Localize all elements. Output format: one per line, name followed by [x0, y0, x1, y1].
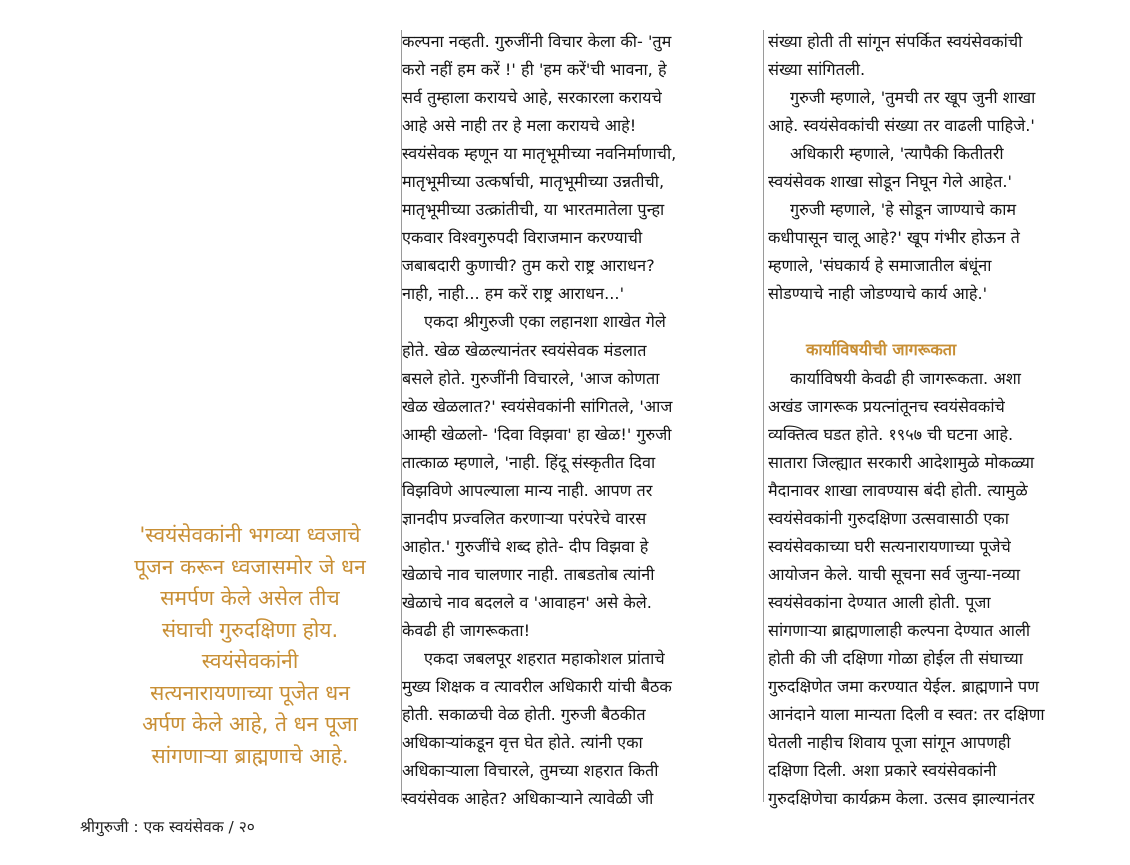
- text-line: स्वयंसेवकांनी गुरुदक्षिणा उत्सवासाठी एका: [768, 508, 1009, 528]
- text-line: खेळाचे नाव चालणार नाही. ताबडतोब त्यांनी: [402, 564, 655, 584]
- text-line: मातृभूमीच्या उत्क्रांतीची, या भारतमातेला पुन्हा: [402, 200, 665, 220]
- text-line: खेळ खेळलात?' स्वयंसेवकांनी सांगितले, 'आज: [402, 396, 673, 416]
- text-line: घेतली नाहीच शिवाय पूजा सांगून आपणही: [768, 733, 1011, 753]
- text-line: एकदा श्रीगुरुजी एका लहानशा शाखेत गेले: [424, 312, 666, 332]
- text-line: व्यक्तित्व घडत होते. १९५७ ची घटना आहे.: [768, 424, 1014, 444]
- pull-quote-line: 'स्वयंसेवकांनी भगव्या ध्वजाचे: [139, 523, 361, 547]
- text-line: स्वयंसेवकाच्या घरी सत्यनारायणाच्या पूजेचे: [768, 536, 1011, 556]
- text-line: स्वयंसेवक शाखा सोडून निघून गेले आहेत.': [768, 172, 1012, 192]
- section-heading: कार्याविषयीची जागरूकता: [806, 340, 957, 360]
- text-line: होती. सकाळची वेळ होती. गुरुजी बैठकीत: [402, 705, 646, 725]
- text-line: गुरुजी म्हणाले, 'हे सोडून जाण्याचे काम: [790, 200, 1017, 220]
- text-line: सर्व तुम्हाला करायचे आहे, सरकारला करायचे: [402, 88, 662, 108]
- middle-text-column: [402, 28, 762, 813]
- text-line: सांगणाऱ्या ब्राह्मणालाही कल्पना देण्यात आली: [768, 620, 1031, 640]
- text-line: म्हणाले, 'संघकार्य हे समाजातील बंधूंना: [768, 256, 992, 276]
- text-line: स्वयंसेवकांना देण्यात आली होती. पूजा: [768, 592, 991, 612]
- text-line: एकदा जबलपूर शहरात महाकोशल प्रांताचे: [424, 649, 665, 669]
- text-line: अधिकाऱ्याला विचारले, तुमच्या शहरात किती: [402, 761, 659, 781]
- text-line: सातारा जिल्ह्यात सरकारी आदेशामुळे मोकळ्या: [768, 452, 1035, 472]
- pull-quote-line: समर्पण केले असेल तीच: [160, 586, 340, 610]
- text-line: अखंड जागरूक प्रयत्नांतूनच स्वयंसेवकांचे: [768, 396, 1005, 416]
- text-line: दक्षिणा दिली. अशा प्रकारे स्वयंसेवकांनी: [768, 761, 997, 781]
- text-line: आहे. स्वयंसेवकांची संख्या तर वाढली पाहिजे.': [768, 116, 1035, 136]
- text-line: जबाबदारी कुणाची? तुम करो राष्ट्र आराधन?: [402, 256, 655, 276]
- text-line: ज्ञानदीप प्रज्वलित करणाऱ्या परंपरेचे वारस: [402, 508, 647, 528]
- text-line: संख्या सांगितली.: [768, 60, 866, 80]
- text-line: स्वयंसेवक म्हणून या मातृभूमीच्या नवनिर्माणाची,: [402, 144, 677, 164]
- text-line: मातृभूमीच्या उत्कर्षाची, मातृभूमीच्या उन्नतीची,: [402, 172, 665, 192]
- text-line: अधिकाऱ्यांकडून वृत्त घेत होते. त्यांनी एका: [402, 733, 643, 753]
- text-line: होते. खेळ खेळल्यानंतर स्वयंसेवक मंडलात: [402, 340, 647, 360]
- pull-quote-line: संघाची गुरुदक्षिणा होय.: [161, 617, 339, 642]
- pull-quote-line: सत्यनारायणाच्या पूजेत धन: [150, 680, 350, 705]
- text-line: सोडण्याचे नाही जोडण्याचे कार्य आहे.': [768, 284, 988, 304]
- text-line: करो नहीं हम करें !' ही 'हम करें'ची भावना, हे: [402, 60, 667, 80]
- right-text-column: [768, 28, 1130, 813]
- text-line: कधीपासून चालू आहे?' खूप गंभीर होऊन ते: [768, 228, 1020, 248]
- pull-quote: [80, 520, 420, 772]
- text-line: स्वयंसेवक आहेत? अधिकाऱ्याने त्यावेळी जी: [402, 789, 654, 809]
- text-line: मैदानावर शाखा लावण्यास बंदी होती. त्यामुळे: [768, 480, 1028, 500]
- text-line: अधिकारी म्हणाले, 'त्यापैकी कितीतरी: [790, 144, 1004, 164]
- text-line: आम्ही खेळलो- 'दिवा विझवा' हा खेळ!' गुरुजी: [402, 424, 672, 444]
- text-line: कार्याविषयी केवढी ही जागरूकता. अशा: [790, 368, 1021, 388]
- text-line: संख्या होती ती सांगून संपर्कित स्वयंसेवकांची: [768, 32, 1023, 51]
- pull-quote-line: अर्पण केले आहे, ते धन पूजा: [142, 712, 358, 736]
- text-line: आहे असे नाही तर हे मला करायचे आहे!: [402, 116, 637, 136]
- text-line: बसले होते. गुरुजींनी विचारले, 'आज कोणता: [402, 368, 660, 388]
- text-line: होती की जी दक्षिणा गोळा होईल ती संघाच्या: [768, 648, 1023, 668]
- text-line: एकवार विश्वगुरुपदी विराजमान करण्याची: [402, 228, 643, 248]
- text-line: आनंदाने याला मान्यता दिली व स्वत: तर दक्षिणा: [768, 705, 1045, 725]
- text-line: गुरुजी म्हणाले, 'तुमची तर खूप जुनी शाखा: [790, 88, 1036, 108]
- column-divider: [763, 30, 764, 802]
- text-line: केवढी ही जागरूकता!: [402, 620, 531, 640]
- section-spacer: [768, 308, 1130, 336]
- pull-quote-line: पूजन करून ध्वजासमोर जे धन: [134, 554, 366, 579]
- pull-quote-line: सांगणाऱ्या ब्राह्मणाचे आहे.: [151, 743, 349, 768]
- text-line: आयोजन केले. याची सूचना सर्व जुन्या-नव्या: [768, 564, 1021, 584]
- text-line: कल्पना नव्हती. गुरुजींनी विचार केला की- 'तुम: [402, 32, 672, 51]
- text-line: गुरुदक्षिणेत जमा करण्यात येईल. ब्राह्मणाने पण: [768, 677, 1039, 697]
- text-line: मुख्य शिक्षक व त्यावरील अधिकारी यांची बैठक: [402, 677, 672, 697]
- text-line: खेळाचे नाव बदलले व 'आवाहन' असे केले.: [402, 592, 652, 612]
- page-footer: श्रीगुरुजी : एक स्वयंसेवक / २०: [80, 818, 255, 836]
- text-line: विझविणे आपल्याला मान्य नाही. आपण तर: [402, 480, 653, 500]
- text-line: तात्काळ म्हणाले, 'नाही. हिंदू संस्कृतीत दिवा: [402, 452, 656, 472]
- text-line: आहोत.' गुरुजींचे शब्द होते- दीप विझवा हे: [402, 536, 649, 556]
- pull-quote-line: स्वयंसेवकांनी: [201, 649, 299, 673]
- text-line: नाही, नाही... हम करें राष्ट्र आराधन...': [402, 284, 625, 304]
- text-line: गुरुदक्षिणेचा कार्यक्रम केला. उत्सव झाल्यानंतर: [768, 789, 1035, 809]
